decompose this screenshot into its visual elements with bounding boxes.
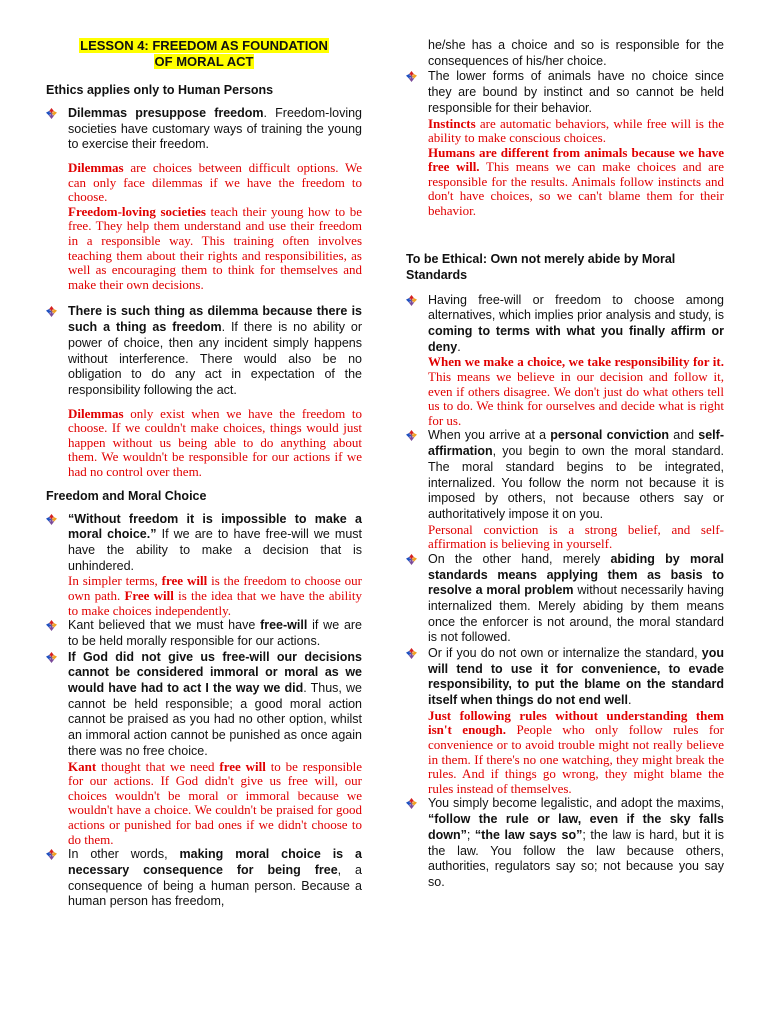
pushpin-arrow-icon bbox=[406, 430, 417, 441]
list-item: Or if you do not own or internalize the standard, you will tend to use it for convenience, to evade responsibility, to put the blame on the standard itself when things do not end well. Just following rules without understanding them isn't enough. People who only follow rules for convenience or to avoid trouble might not really believe in them. If there's no one watching, they might break the rules. And if things go wrong, they might blame the rules instead of themselves. bbox=[406, 646, 724, 796]
list-item: When you arrive at a personal conviction and self-affirmation, you begin to own the moral standard. The moral standard begins to be integrated, internalized. You follow the norm not because it is imposed by others, not because others say or authoritatively impose it on you. Personal conviction is a strong belief, and self-affirmation is believing in yourself. bbox=[406, 428, 724, 551]
pushpin-arrow-icon bbox=[46, 514, 57, 525]
list-item: Dilemmas presuppose freedom. Freedom-loving societies have customary ways of training the young to exercise their freedom. Dilemmas are choices between difficult options. We can only face dilemmas if we have the freedom to choose. Freedom-loving societies teach their young how to be free. They help them understand and use their freedom in a responsible way. This training often involves teaching them about their rights and responsibilities, as well as encouraging them to think for themselves and make their own decisions. bbox=[46, 106, 362, 292]
list-item: If God did not give us free-will our decisions cannot be considered immoral or moral as we would have had to act I the way we did. Thus, we cannot be held responsible; a good moral action cannot be praised as you had no other option, whilst an immoral action cannot be punished as once again there was no free choice. Kant thought that we need free will to be responsible for our actions. If God didn't give us free will, our choices wouldn't be moral or immoral because we wouldn't have a choice. We couldn't be praised for good actions or punished for bad ones if we didn't choose to do them. bbox=[46, 650, 362, 847]
pushpin-arrow-icon bbox=[46, 652, 57, 663]
pushpin-arrow-icon bbox=[406, 648, 417, 659]
section-heading-freedom: Freedom and Moral Choice bbox=[46, 488, 207, 503]
title-line-2: OF MORAL ACT bbox=[154, 54, 254, 69]
list-item: In other words, making moral choice is a necessary consequence for being free, a consequence of being a human person. Because a human person has freedom, bbox=[46, 847, 362, 910]
list-item: You simply become legalistic, and adopt the maxims, “follow the rule or law, even if the sky falls down”; “the law says so”; the law is hard, but it is the law. You follow the law because others, authorities, regulators say so; not because you say so. bbox=[406, 796, 724, 890]
pushpin-arrow-icon bbox=[406, 554, 417, 565]
pushpin-arrow-icon bbox=[406, 295, 417, 306]
list-item: Having free-will or freedom to choose among alternatives, which implies prior analysis and study, is coming to terms with what you finally affirm or deny. When we make a choice, we take responsibility for it. This means we believe in our decision and follow it, even if others disagree. We don't just do what others tell us to do. We think for ourselves and decide what is right for us. bbox=[406, 293, 724, 429]
pushpin-arrow-icon bbox=[406, 798, 417, 809]
list-item: The lower forms of animals have no choice since they are bound by instinct and so cannot be held responsible for their behavior. Instincts are automatic behaviors, while free will is the ability to make conscious choices. Humans are different from animals because we have free will. This means we can make choices and are responsible for the results. Animals follow instincts and don't have choices, so we can't blame them for their behavior. bbox=[406, 69, 724, 218]
list-item: Kant believed that we must have free-will if we are to be held morally responsible for our actions. bbox=[46, 618, 362, 649]
pushpin-arrow-icon bbox=[46, 620, 57, 631]
right-column bbox=[406, 38, 724, 891]
pushpin-arrow-icon bbox=[46, 108, 57, 119]
pushpin-arrow-icon bbox=[46, 306, 57, 317]
pushpin-arrow-icon bbox=[406, 71, 417, 82]
page-title bbox=[46, 38, 362, 70]
continued-paragraph: he/she has a choice and so is responsible for the consequences of his/her choice. bbox=[428, 38, 724, 68]
list-item: There is such thing as dilemma because there is such a thing as freedom. If there is no ability or power of choice, then any incident simply happens without interference. There would also be no obligation to do any act in expectation of the responsibility following the act. Dilemmas only exist when we have the freedom to choose. If we couldn't make choices, things would just happen without us being able to do anything about them. We wouldn't be responsible for our actions if we had no control over them. bbox=[46, 304, 362, 479]
left-column bbox=[46, 38, 362, 910]
section-heading-ethics: Ethics applies only to Human Persons bbox=[46, 83, 274, 97]
list-item: On the other hand, merely abiding by moral standards means applying them as basis to resolve a moral problem without necessarily having internalized them. Merely abiding by them means once the enforcer is not around, the moral standard is not followed. bbox=[406, 552, 724, 646]
pushpin-arrow-icon bbox=[46, 849, 57, 860]
section-heading-own-standards: To be Ethical: Own not merely abide by Moral Standards bbox=[406, 251, 676, 282]
title-line-1: LESSON 4: FREEDOM AS FOUNDATION bbox=[80, 38, 328, 53]
list-item: “Without freedom it is impossible to make a moral choice.” If we are to have free-will we must have the ability to make a decision that is unhindered. In simpler terms, free will is the freedom to choose our own path. Free will is the idea that we have the ability to make choices independently. bbox=[46, 512, 362, 619]
